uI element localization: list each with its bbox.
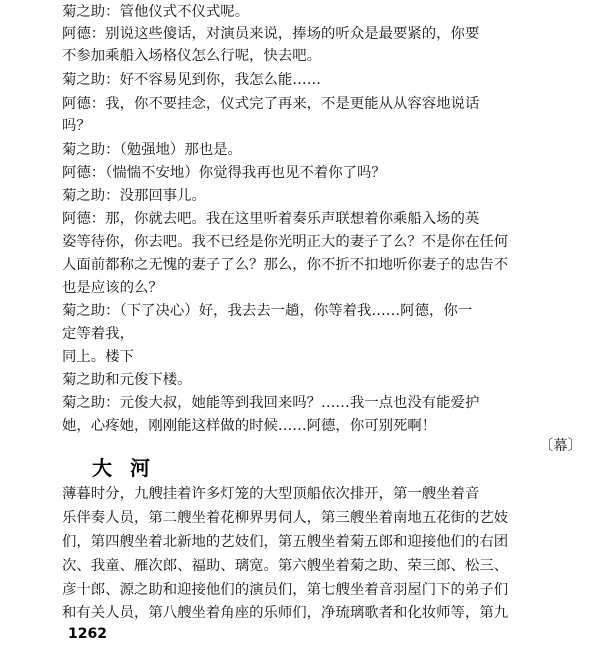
page-number: 1262	[68, 626, 107, 642]
text-line: 薄暮时分，九艘挂着许多灯笼的大型顶船依次排开，第一艘坐着音	[62, 486, 480, 502]
text-line: 彦十郎、源之助和迎接他们的演员们，第七艘坐着音羽屋门下的弟子们	[62, 582, 509, 598]
section-title: 大河	[92, 456, 168, 480]
text-line: 也是应该的么？	[62, 280, 163, 296]
text-line: 阿德：那，你就去吧。我在这里听着奏乐声联想着你乘船入场的英	[62, 211, 480, 227]
text-line: 同上。楼下	[62, 349, 134, 365]
text-line: 吗？	[62, 118, 91, 134]
text-line: 阿德：我，你不要挂念，仪式完了再来，不是更能从从容容地说话	[62, 96, 480, 112]
text-line: 阿德：别说这些傻话，对演员来说，捧场的听众是最要紧的，你要	[62, 26, 480, 42]
text-line: 菊之助：（勉强地）那也是。	[62, 142, 242, 158]
text-line: 她，心疼她，刚刚能这样做的时候……阿德，你可别死啊！	[62, 418, 437, 434]
text-line: 菊之助：管他仪式不仪式呢。	[62, 4, 250, 20]
text-line: 菊之助：没那回事儿。	[62, 188, 206, 204]
scene-marker: 〔幕〕	[538, 438, 582, 454]
text-line: 菊之助：元俊大叔，她能等到我回来吗？……我一点也没有能爱护	[62, 395, 480, 411]
text-line: 人面前都称之无愧的妻子了么？那么，你不折不扣地听你妻子的忠告不	[62, 257, 509, 273]
text-line: 和有关人员，第八艘坐着角座的乐师们，净琉璃歌者和化妆师等，第九	[62, 605, 509, 621]
text-line: 菊之助和元俊下楼。	[62, 372, 192, 388]
text-line: 阿德：（惴惴不安地）你觉得我再也见不着你了吗？	[62, 165, 386, 181]
text-line: 菊之助：好不容易见到你，我怎么能……	[62, 72, 322, 88]
text-line: 不参加乘船入场格仪怎么行呢，快去吧。	[62, 48, 322, 64]
text-line: 次、我童、雁次郎、福助、璃宽。第六艘坐着菊之助、荣三郎、松三、	[62, 558, 509, 574]
text-line: 们，第四艘坐着北新地的艺妓们，第五艘坐着菊五郎和迎接他们的右团	[62, 534, 509, 550]
text-line: 姿等待你，你去吧。我不已经是你光明正大的妻子了么？不是你在任何	[62, 234, 509, 250]
text-line: 菊之助：（下了决心）好，我去去一趟，你等着我……阿德，你一	[62, 303, 473, 319]
text-line: 定等着我，	[62, 326, 134, 342]
text-line: 乐伴奏人员，第二艘坐着花柳界男伺人，第三艘坐着南地五花街的艺妓	[62, 510, 509, 526]
